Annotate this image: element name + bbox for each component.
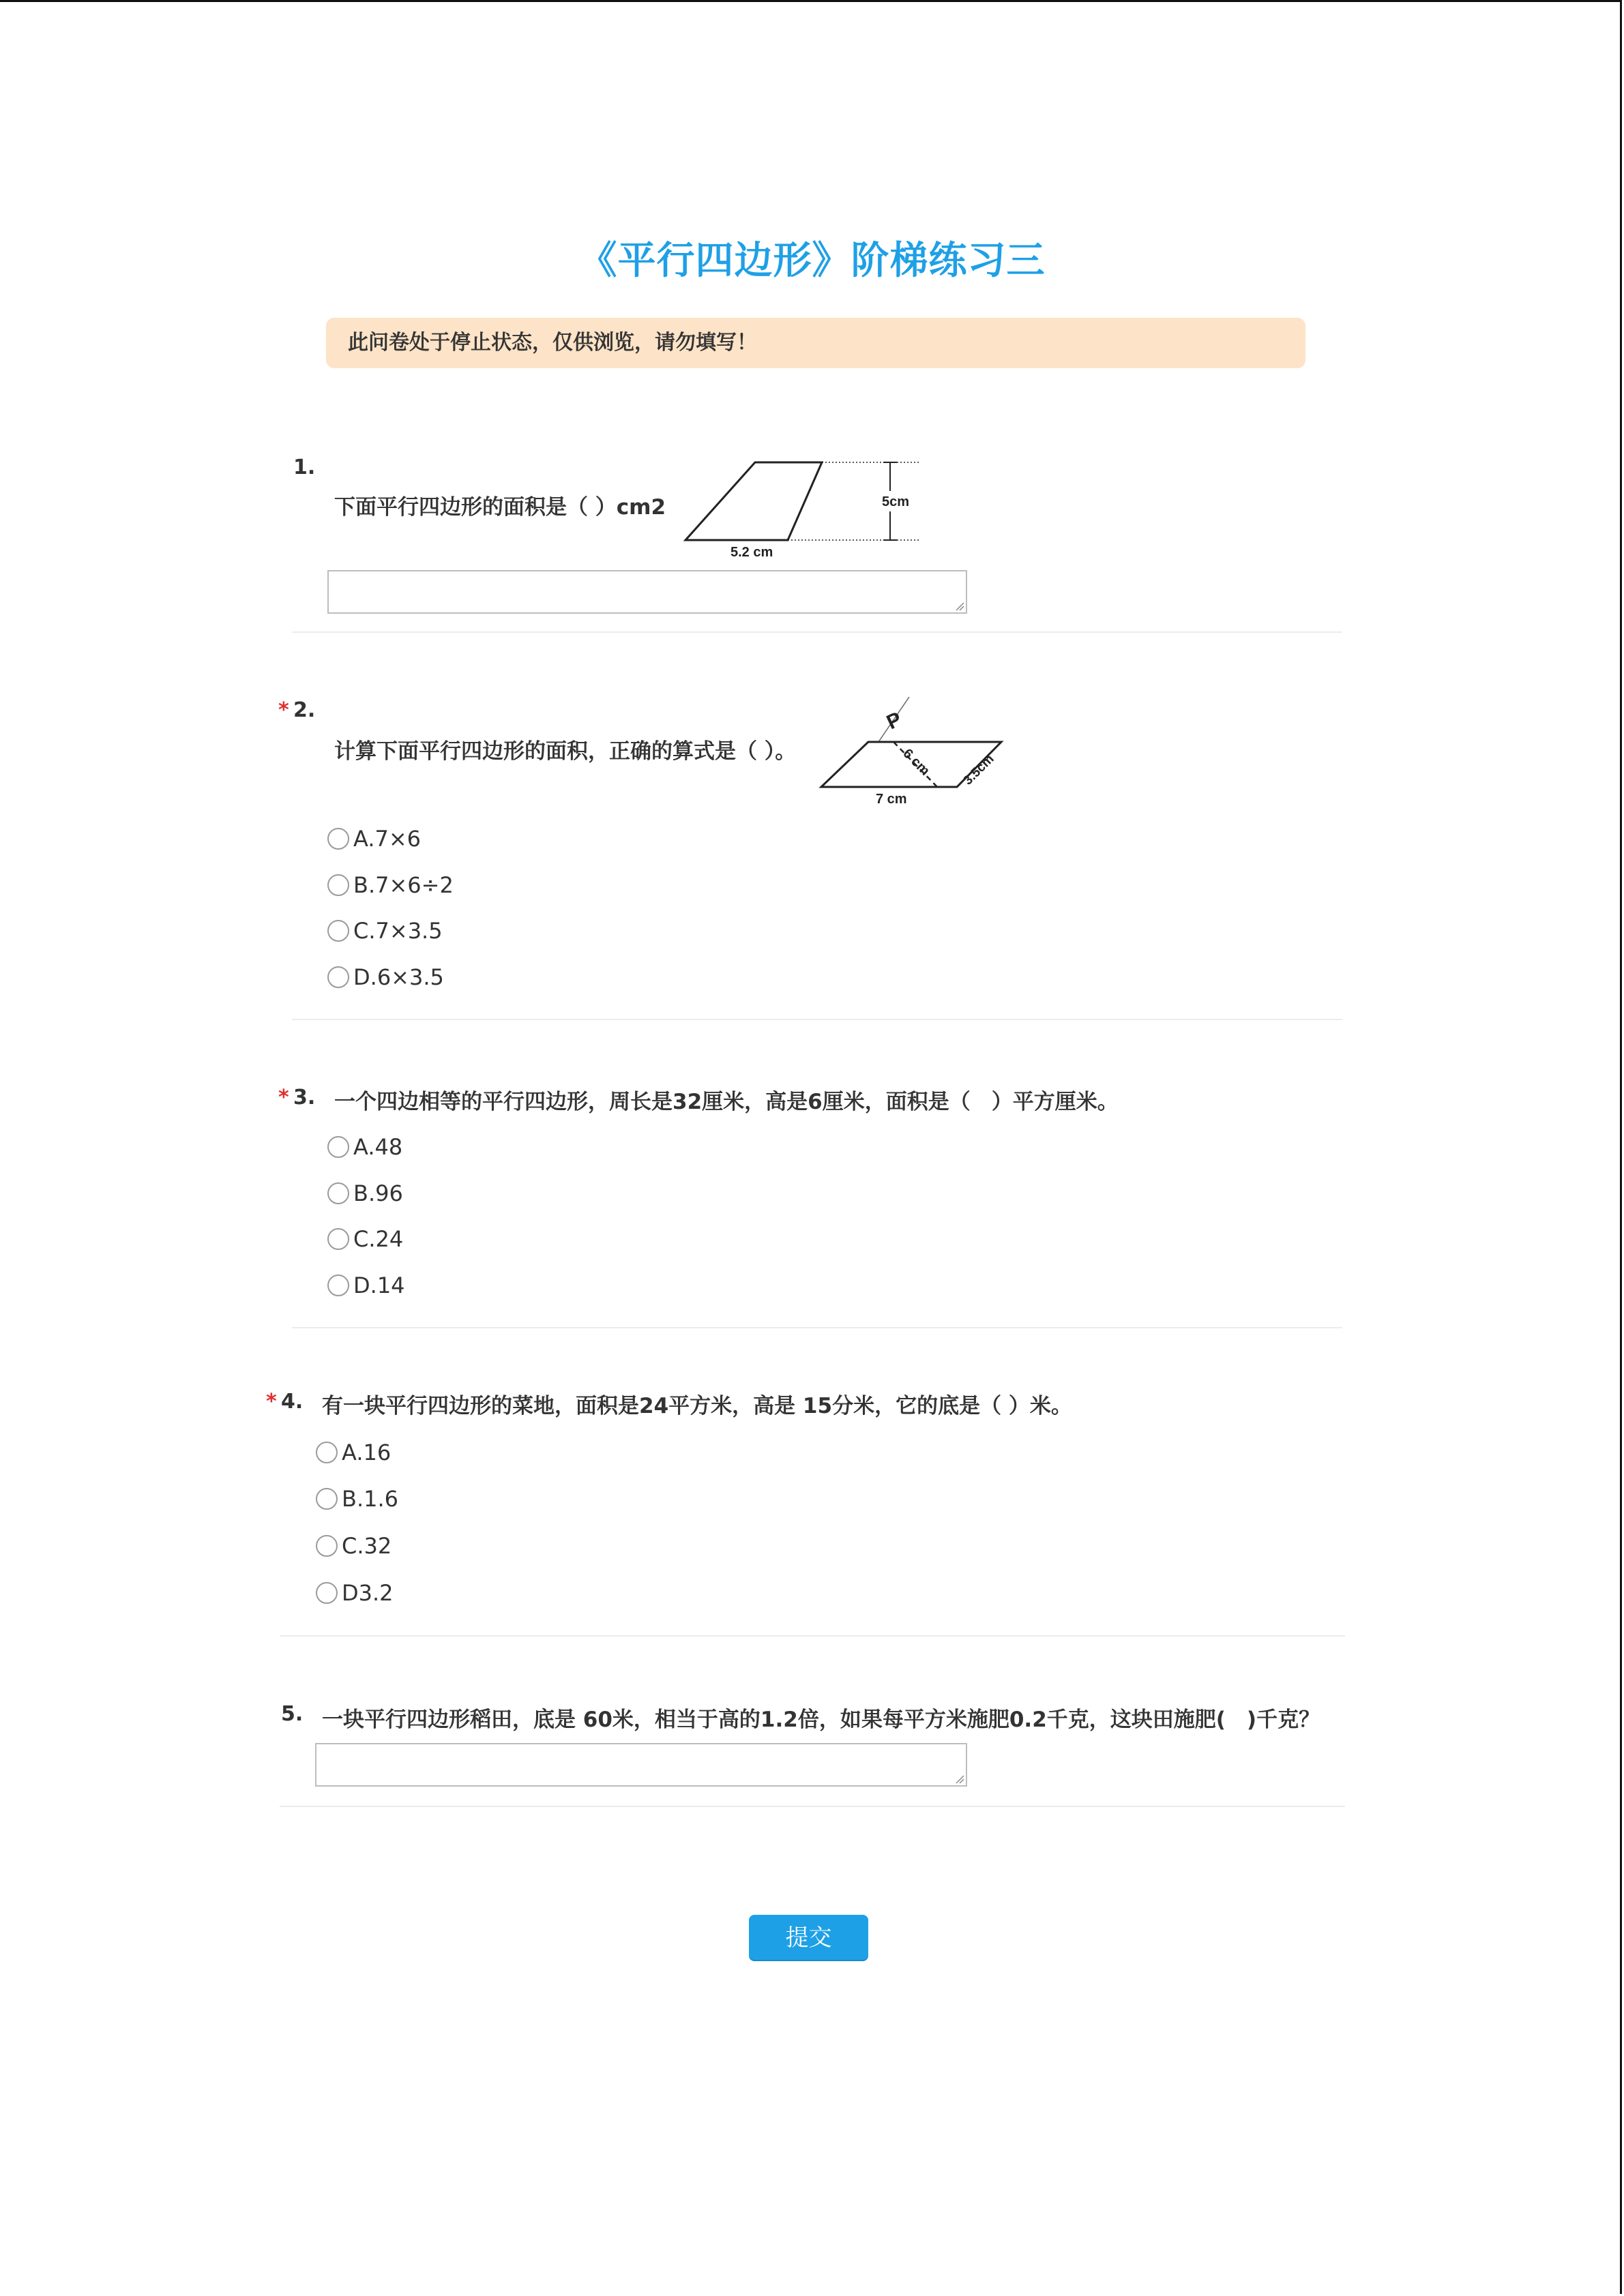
question-divider — [292, 631, 1342, 633]
option-label: A.48 — [353, 1134, 403, 1160]
question-number: 2. — [293, 698, 316, 722]
option-d[interactable] — [327, 1270, 405, 1300]
required-marker: * — [278, 698, 289, 722]
radio-button[interactable] — [327, 874, 349, 896]
option-label: D.6×3.5 — [353, 964, 444, 990]
option-label: A.16 — [342, 1440, 392, 1465]
question-text: 有一块平行四边形的菜地，面积是24平方米，高是 15分米，它的底是（ ）米。 — [322, 1394, 1072, 1418]
status-notice: 此问卷处于停止状态，仅供浏览，请勿填写！ — [326, 318, 1305, 368]
option-a[interactable] — [327, 824, 421, 854]
question-text: 一块平行四边形稻田，底是 60米，相当于高的1.2倍，如果每平方米施肥0.2千克，这块田施肥( )千克？ — [322, 1708, 1320, 1732]
question-divider — [292, 1327, 1342, 1328]
option-b[interactable] — [327, 1178, 403, 1208]
answer-textarea[interactable] — [327, 570, 967, 614]
page-title: 《平行四边形》阶梯练习三 — [578, 239, 1046, 283]
question-number: 4. — [281, 1390, 304, 1414]
option-b[interactable] — [327, 870, 454, 900]
parallelogram-figure — [679, 453, 924, 562]
option-label: C.24 — [353, 1226, 404, 1252]
radio-button[interactable] — [316, 1535, 338, 1557]
option-b[interactable] — [316, 1484, 398, 1514]
radio-button[interactable] — [316, 1442, 338, 1463]
option-a[interactable] — [327, 1132, 402, 1162]
required-marker: * — [278, 1086, 289, 1109]
option-label: B.1.6 — [342, 1486, 399, 1512]
question-text: 计算下面平行四边形的面积，正确的算式是（ ）。 — [334, 739, 797, 764]
option-label: C.32 — [342, 1533, 392, 1559]
option-label: A.7×6 — [353, 826, 422, 852]
base-label: 7 cm — [876, 792, 907, 806]
submit-button[interactable]: 提交 — [749, 1915, 868, 1961]
radio-button[interactable] — [316, 1488, 338, 1510]
question-number: 3. — [293, 1086, 316, 1109]
radio-button[interactable] — [316, 1582, 338, 1604]
height-label: 5cm — [882, 494, 910, 509]
radio-button[interactable] — [327, 1136, 349, 1158]
height-label: 6 cm — [900, 745, 933, 779]
required-marker: * — [266, 1390, 277, 1414]
radio-button[interactable] — [327, 966, 349, 988]
option-label: B.7×6÷2 — [353, 872, 454, 898]
option-c[interactable] — [316, 1531, 392, 1561]
radio-button[interactable] — [327, 1274, 349, 1296]
parallelogram-figure — [817, 697, 1015, 806]
point-label: P — [883, 707, 906, 734]
radio-button[interactable] — [327, 1228, 349, 1250]
radio-button[interactable] — [327, 920, 349, 942]
option-label: D3.2 — [342, 1580, 394, 1606]
option-label: C.7×3.5 — [353, 918, 443, 944]
radio-button[interactable] — [327, 1182, 349, 1204]
option-c[interactable] — [327, 1224, 403, 1254]
question-text: 一个四边相等的平行四边形，周长是32厘米，高是6厘米，面积是（ ）平方厘米。 — [334, 1090, 1119, 1114]
question-number: 5. — [281, 1702, 304, 1726]
question-number: 1. — [293, 456, 316, 479]
option-c[interactable] — [327, 916, 443, 946]
question-divider — [280, 1635, 1345, 1637]
option-a[interactable] — [316, 1437, 391, 1467]
question-divider — [280, 1806, 1345, 1807]
question-divider — [292, 1019, 1342, 1020]
option-label: D.14 — [353, 1272, 405, 1298]
resize-grip-icon — [954, 600, 964, 611]
radio-button[interactable] — [327, 828, 349, 850]
option-d[interactable] — [327, 962, 444, 992]
base-label: 5.2 cm — [730, 545, 773, 560]
answer-textarea[interactable] — [315, 1743, 967, 1787]
option-d[interactable] — [316, 1578, 394, 1608]
option-label: B.96 — [353, 1180, 403, 1206]
question-text: 下面平行四边形的面积是（ ）cm2 — [334, 495, 666, 520]
resize-grip-icon — [954, 1773, 964, 1784]
side-label: 3.5cm — [960, 751, 997, 788]
